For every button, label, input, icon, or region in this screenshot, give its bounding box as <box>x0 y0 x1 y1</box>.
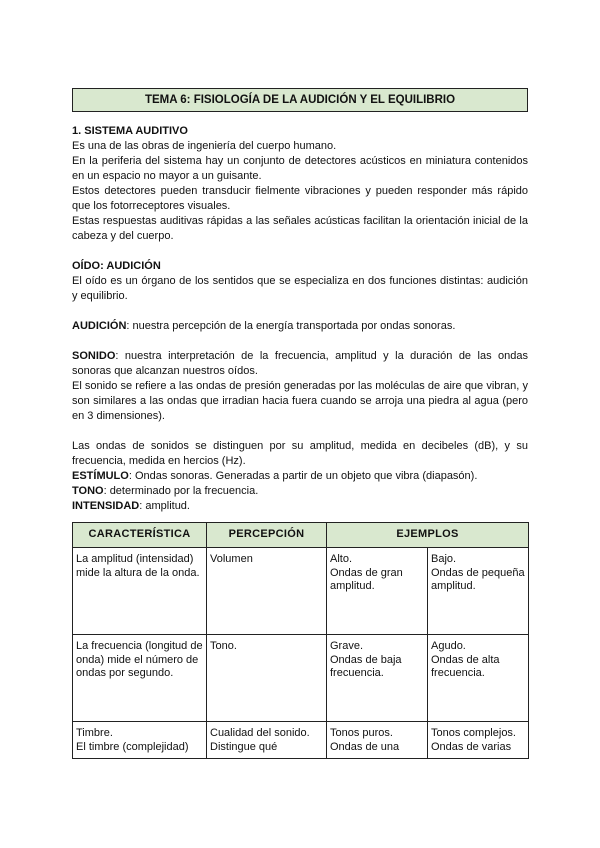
section-heading-oido: OÍDO: AUDICIÓN <box>72 260 161 272</box>
cell-ejemplo: Tonos puros. Ondas de una <box>327 722 428 759</box>
paragraph: Estas respuestas auditivas rápidas a las señales acústicas facilitan la orientación inicial de la cabeza y del cuerpo. <box>72 215 528 242</box>
table-header-row <box>73 523 529 548</box>
definition-audicion: AUDICIÓN: nuestra percepción de la energía transportada por ondas sonoras. <box>72 320 456 332</box>
paragraph: El oído es un órgano de los sentidos que se especializa en dos funciones distintas: audición y equilibrio. <box>72 275 528 302</box>
cell-ejemplo: Agudo. Ondas de alta frecuencia. <box>428 635 529 722</box>
paragraph: En la periferia del sistema hay un conjunto de detectores acústicos en miniatura contenidos en un espacio no mayor a un guisante. <box>72 155 528 182</box>
section-heading-sistema-auditivo: 1. SISTEMA AUDITIVO <box>72 125 188 137</box>
sound-characteristics-table <box>72 522 529 759</box>
header-caracteristica: CARACTERÍSTICA <box>73 523 207 548</box>
table-row <box>73 548 529 635</box>
cell-ejemplo: Alto. Ondas de gran amplitud. <box>327 548 428 635</box>
cell-percepcion: Volumen <box>207 548 327 635</box>
table-row <box>73 722 529 759</box>
cell-percepcion: Tono. <box>207 635 327 722</box>
header-percepcion: PERCEPCIÓN <box>207 523 327 548</box>
term: AUDICIÓN <box>72 320 127 332</box>
cell-ejemplo: Tonos complejos. Ondas de varias <box>428 722 529 759</box>
paragraph: El sonido se refiere a las ondas de presión generadas por las moléculas de aire que vibran, y son similares a las ondas que irradian hacia fuera cuando se arroja una piedra al agua (pero en 3 dimensiones). <box>72 380 528 422</box>
document-body <box>72 124 528 514</box>
paragraph: Las ondas de sonidos se distinguen por su amplitud, medida en decibeles (dB), y su frecuencia, medida en hercios (Hz). <box>72 440 528 467</box>
term: TONO <box>72 485 104 497</box>
cell-percepcion: Cualidad del sonido. Distingue qué <box>207 722 327 759</box>
definition-sonido: SONIDO: nuestra interpretación de la frecuencia, amplitud y la duración de las ondas sonoras que alcanzan nuestros oídos. <box>72 350 528 377</box>
cell-caracteristica: La amplitud (intensidad) mide la altura de la onda. <box>73 548 207 635</box>
paragraph: Es una de las obras de ingeniería del cuerpo humano. <box>72 140 337 152</box>
header-ejemplos: EJEMPLOS <box>327 523 529 548</box>
paragraph: Estos detectores pueden transducir fielmente vibraciones y pueden responder más rápido que los fotorreceptores visuales. <box>72 185 528 212</box>
cell-caracteristica: La frecuencia (longitud de onda) mide el número de ondas por segundo. <box>73 635 207 722</box>
document-title: TEMA 6: FISIOLOGÍA DE LA AUDICIÓN Y EL EQUILIBRIO <box>72 88 528 112</box>
term: ESTÍMULO <box>72 470 129 482</box>
cell-ejemplo: Grave. Ondas de baja frecuencia. <box>327 635 428 722</box>
definition-intensidad: INTENSIDAD: amplitud. <box>72 500 190 512</box>
definition-tono: TONO: determinado por la frecuencia. <box>72 485 259 497</box>
term: SONIDO <box>72 350 116 362</box>
term: INTENSIDAD <box>72 500 140 512</box>
table-row <box>73 635 529 722</box>
definition-estimulo: ESTÍMULO: Ondas sonoras. Generadas a partir de un objeto que vibra (diapasón). <box>72 470 478 482</box>
cell-caracteristica: Timbre. El timbre (complejidad) <box>73 722 207 759</box>
cell-ejemplo: Bajo. Ondas de pequeña amplitud. <box>428 548 529 635</box>
